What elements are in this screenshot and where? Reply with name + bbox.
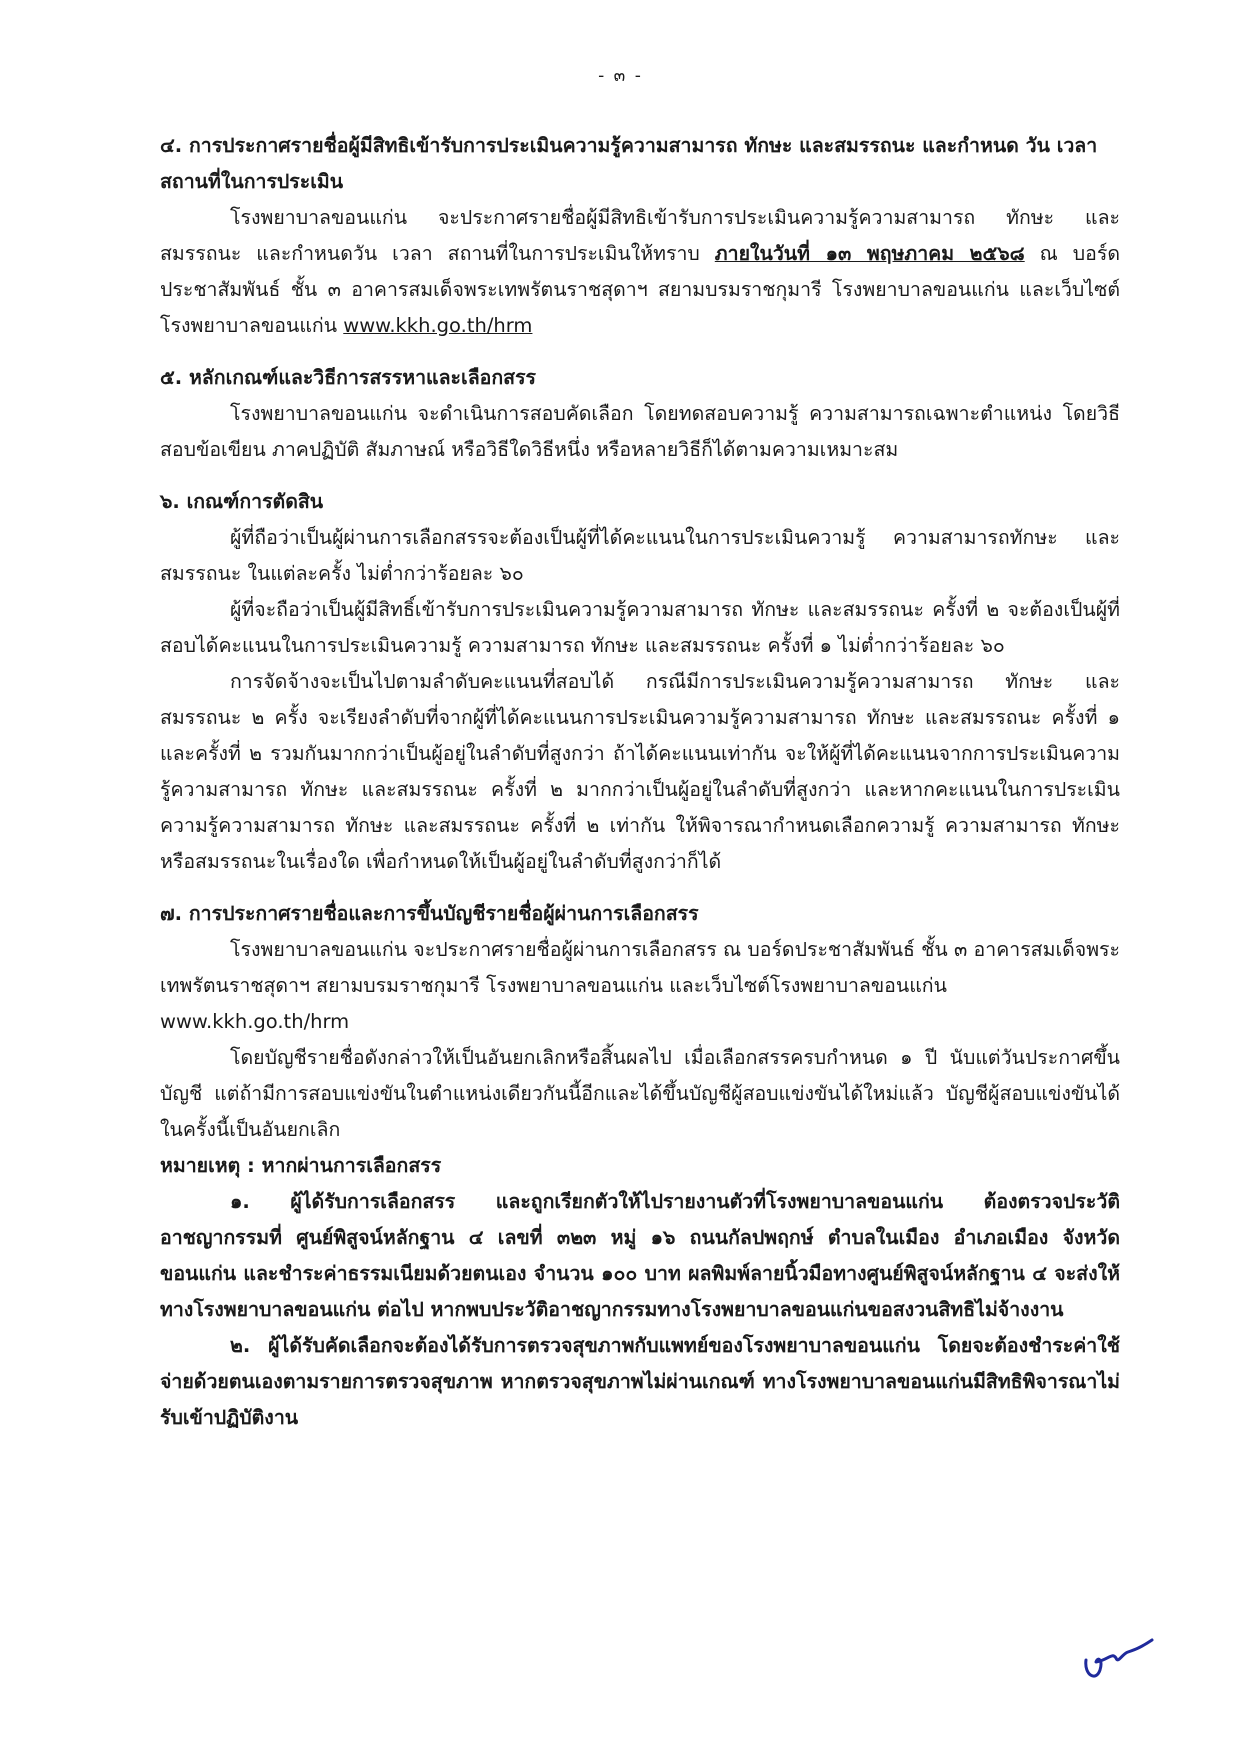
section-6-paragraph-1: ผู้ที่ถือว่าเป็นผู้ผ่านการเลือกสรรจะต้องเป็นผู้ที่ได้คะแนนในการประเมินความรู้ ความสามารถทักษะ และสมรรถนะ ในแต่ละครั้ง ไม่ต่ำกว่าร้อยละ ๖๐ — [160, 526, 1120, 585]
section-6-paragraph-3: การจัดจ้างจะเป็นไปตามลำดับคะแนนที่สอบได้ กรณีมีการประเมินความรู้ความสามารถ ทักษะ และสมรรถนะ ๒ ครั้ง จะเรียงลำดับที่จากผู้ที่ได้คะแนนการประเมินความรู้ความสามารถ ทักษะ และสมรรถนะ ครั้งที่ ๑ และครั้งที่ ๒ รวมกันมากกว่าเป็นผู้อยู่ในลำดับที่สูงกว่า ถ้าได้คะแนนเท่ากัน จะให้ผู้ที่ได้คะแนนจากการประเมินความรู้ความสามารถ ทักษะ และสมรรถนะ ครั้งที่ ๒ มากกว่าเป็นผู้อยู่ในลำดับที่สูงกว่า และหากคะแนนในการประเมินความรู้ความสามารถ ทักษะ และสมรรถนะ ครั้งที่ ๒ เท่ากัน ให้พิจารณากำหนดเลือกความรู้ ความสามารถ ทักษะ หรือสมรรถนะในเรื่องใด เพื่อกำหนดให้เป็นผู้อยู่ในลำดับที่สูงกว่าก็ได้ — [160, 670, 1120, 873]
announcement-date: ภายในวันที่ ๑๓ พฤษภาคม ๒๕๖๘ — [714, 242, 1025, 265]
section-7-website[interactable]: www.kkh.go.th/hrm — [160, 1010, 350, 1033]
section-6-heading: ๖. เกณฑ์การตัดสิน — [160, 490, 324, 513]
signature-mark — [1078, 1630, 1158, 1690]
website-link[interactable]: www.kkh.go.th/hrm — [343, 314, 533, 337]
section-5-heading: ๕. หลักเกณฑ์และวิธีการสรรหาและเลือกสรร — [160, 366, 537, 389]
section-4-text-b: ณ บอร์ดประชาสัมพันธ์ ชั้น ๓ อาคารสมเด็จพระเทพรัตนราชสุดาฯ สยามบรมราชกุมารี โรงพยาบาลขอนแก่น และเว็บไซต์โรงพยาบาลขอนแก่น — [160, 242, 1120, 337]
page-number: - ๓ - — [598, 66, 643, 86]
section-7-paragraph-1: โรงพยาบาลขอนแก่น จะประกาศรายชื่อผู้ผ่านการเลือกสรร ณ บอร์ดประชาสัมพันธ์ ชั้น ๓ อาคารสมเด็จพระเทพรัตนราชสุดาฯ สยามบรมราชกุมารี โรงพยาบาลขอนแก่น และเว็บไซต์โรงพยาบาลขอนแก่น — [160, 938, 1120, 997]
section-5-paragraph: โรงพยาบาลขอนแก่น จะดำเนินการสอบคัดเลือก โดยทดสอบความรู้ ความสามารถเฉพาะตำแหน่ง โดยวิธีสอบข้อเขียน ภาคปฏิบัติ สัมภาษณ์ หรือวิธีใดวิธีหนึ่ง หรือหลายวิธีก็ได้ตามความเหมาะสม — [160, 402, 1120, 461]
section-4-paragraph — [160, 200, 1120, 344]
section-4-text-a: โรงพยาบาลขอนแก่น จะประกาศรายชื่อผู้มีสิทธิเข้ารับการประเมินความรู้ความสามารถ ทักษะ และสมรรถนะ และกำหนดวัน เวลา สถานที่ในการประเมินให้ทราบ — [160, 206, 1120, 265]
note-item-1: ๑. ผู้ได้รับการเลือกสรร และถูกเรียกตัวให้ไปรายงานตัวที่โรงพยาบาลขอนแก่น ต้องตรวจประวัติอาชญากรรมที่ ศูนย์พิสูจน์หลักฐาน ๔ เลขที่ ๓๒๓ หมู่ ๑๖ ถนนกัลปพฤกษ์ ตำบลในเมือง อำเภอเมือง จังหวัดขอนแก่น และชำระค่าธรรมเนียมด้วยตนเอง จำนวน ๑๐๐ บาท ผลพิมพ์ลายนิ้วมือทางศูนย์พิสูจน์หลักฐาน ๔ จะส่งให้ทางโรงพยาบาลขอนแก่น ต่อไป หากพบประวัติอาชญากรรมทางโรงพยาบาลขอนแก่นขอสงวนสิทธิไม่จ้างงาน — [160, 1190, 1120, 1321]
section-6-paragraph-2: ผู้ที่จะถือว่าเป็นผู้มีสิทธิ์เข้ารับการประเมินความรู้ความสามารถ ทักษะ และสมรรถนะ ครั้งที่ ๒ จะต้องเป็นผู้ที่สอบได้คะแนนในการประเมินความรู้ ความสามารถ ทักษะ และสมรรถนะ ครั้งที่ ๑ ไม่ต่ำกว่าร้อยละ ๖๐ — [160, 598, 1120, 657]
section-4-heading: ๔. การประกาศรายชื่อผู้มีสิทธิเข้ารับการประเมินความรู้ความสามารถ ทักษะ และสมรรถนะ และกำหนด วัน เวลา สถานที่ในการประเมิน — [160, 134, 1098, 193]
section-7-paragraph-2: โดยบัญชีรายชื่อดังกล่าวให้เป็นอันยกเลิกหรือสิ้นผลไป เมื่อเลือกสรรครบกำหนด ๑ ปี นับแต่วันประกาศขึ้นบัญชี แต่ถ้ามีการสอบแข่งขันในตำแหน่งเดียวกันนี้อีกและได้ขึ้นบัญชีผู้สอบแข่งขันได้ใหม่แล้ว บัญชีผู้สอบแข่งขันได้ในครั้งนี้เป็นอันยกเลิก — [160, 1046, 1120, 1141]
section-7-heading: ๗. การประกาศรายชื่อและการขึ้นบัญชีรายชื่อผู้ผ่านการเลือกสรร — [160, 902, 699, 925]
note-item-2: ๒. ผู้ได้รับคัดเลือกจะต้องได้รับการตรวจสุขภาพกับแพทย์ของโรงพยาบาลขอนแก่น โดยจะต้องชำระค่าใช้จ่ายด้วยตนเองตามรายการตรวจสุขภาพ หากตรวจสุขภาพไม่ผ่านเกณฑ์ ทางโรงพยาบาลขอนแก่นมีสิทธิพิจารณาไม่รับเข้าปฏิบัติงาน — [160, 1334, 1120, 1429]
note-heading: หมายเหตุ : หากผ่านการเลือกสรร — [160, 1154, 442, 1177]
document-body — [160, 128, 1120, 1436]
